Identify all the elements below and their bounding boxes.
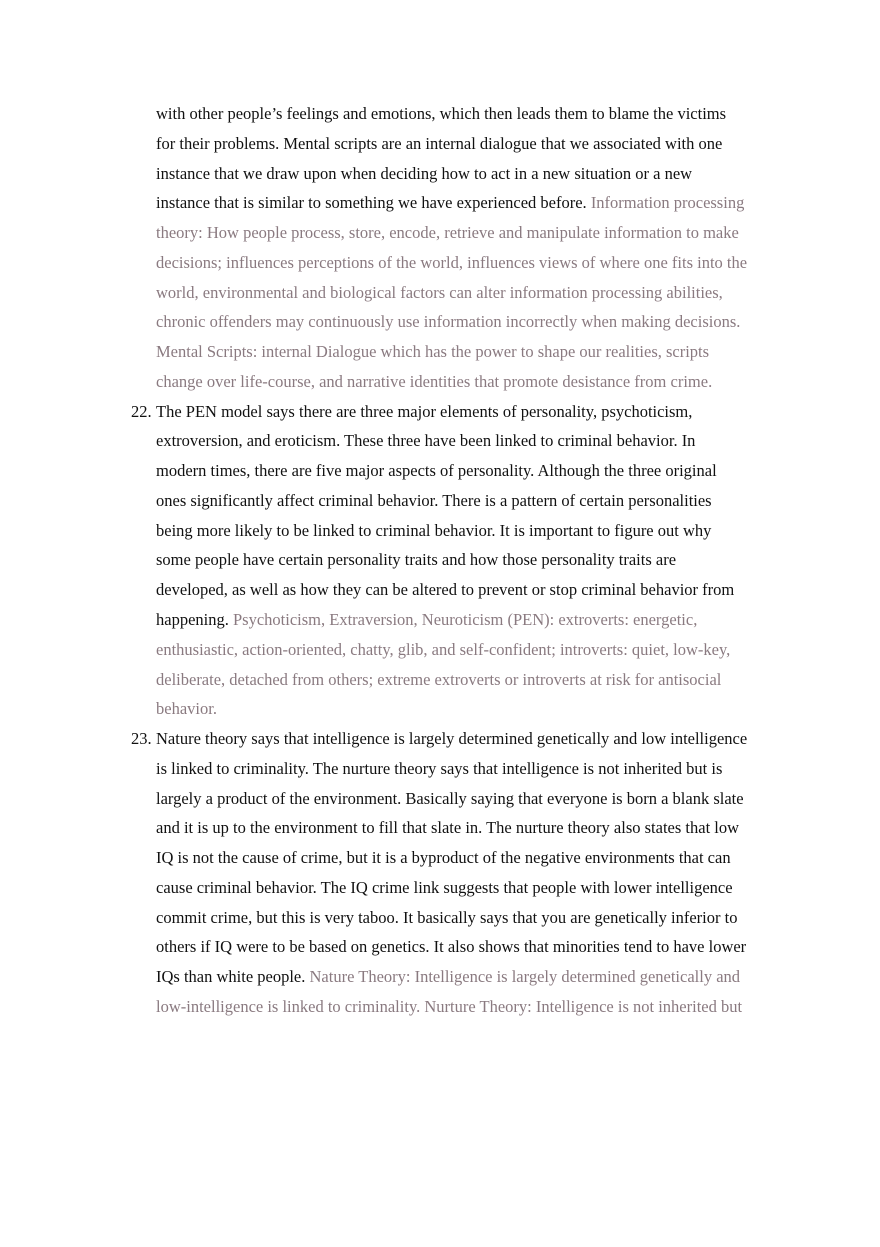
text-line [156, 605, 880, 635]
text-line [156, 813, 880, 843]
body-text: and it is up to the environment to fill that slate in. The nurture theory also states that low [156, 818, 740, 838]
annotation-text: enthusiastic, action-oriented, chatty, glib, and self-confident; introverts: quiet, low-key, [156, 639, 731, 659]
text-line [156, 486, 880, 516]
text-line [156, 545, 880, 575]
body-text: happening. [156, 610, 233, 630]
annotation-text: world, environmental and biological factors can alter information processing abilities, [156, 282, 723, 302]
text-line [156, 248, 880, 278]
list-item [0, 724, 880, 1022]
text-line [156, 367, 880, 397]
text-line [156, 932, 880, 962]
annotation-text: chronic offenders may continuously use information incorrectly when making decisions. [156, 312, 741, 332]
text-line [156, 992, 880, 1022]
annotation-text: low-intelligence is linked to criminality. Nurture Theory: Intelligence is not inherited but [156, 996, 743, 1016]
text-line [156, 784, 880, 814]
text-line [156, 516, 880, 546]
body-text: IQs than white people. [156, 967, 310, 987]
body-text: instance that is similar to something we have experienced before. [156, 193, 591, 213]
annotation-text: deliberate, detached from others; extreme extroverts or introverts at risk for antisocial [156, 669, 722, 689]
body-text: cause criminal behavior. The IQ crime link suggests that people with lower intelligence [156, 877, 733, 897]
text-line [156, 843, 880, 873]
body-text: some people have certain personality traits and how those personality traits are [156, 550, 677, 570]
body-text: being more likely to be linked to criminal behavior. It is important to figure out why [156, 520, 712, 540]
body-text: Nature theory says that intelligence is largely determined genetically and low intelligence [156, 729, 748, 749]
text-line [156, 635, 880, 665]
body-text: extroversion, and eroticism. These three have been linked to criminal behavior. In [156, 431, 696, 451]
annotation-text: behavior. [156, 699, 217, 719]
body-text: largely a product of the environment. Basically saying that everyone is born a blank slate [156, 788, 744, 808]
text-line [156, 456, 880, 486]
text-line [156, 99, 880, 129]
body-text: is linked to criminality. The nurture theory says that intelligence is not inherited but is [156, 758, 723, 778]
text-line [156, 754, 880, 784]
list-number: 23. [131, 729, 152, 749]
text-line [156, 724, 880, 754]
annotation-text: change over life-course, and narrative identities that promote desistance from crime. [156, 371, 713, 391]
body-text: IQ is not the cause of crime, but it is a byproduct of the negative environments that can [156, 848, 731, 868]
annotation-text: Information processing [590, 193, 745, 213]
body-text: commit crime, but this is very taboo. It basically says that you are genetically inferior to [156, 907, 738, 927]
annotation-text: decisions; influences perceptions of the world, influences views of where one fits into the [156, 252, 748, 272]
text-line [156, 962, 880, 992]
body-text: for their problems. Mental scripts are an internal dialogue that we associated with one [156, 133, 723, 153]
annotation-text: Nature Theory: Intelligence is largely determined genetically and [309, 967, 741, 987]
body-text: The PEN model says there are three major elements of personality, psychoticism, [156, 401, 693, 421]
body-text: others if IQ were to be based on genetics. It also shows that minorities tend to have lower [156, 937, 747, 957]
text-line [156, 129, 880, 159]
body-text: modern times, there are five major aspects of personality. Although the three original [156, 461, 717, 481]
text-line [156, 159, 880, 189]
document-page [0, 99, 880, 1022]
text-line [156, 307, 880, 337]
text-line [156, 575, 880, 605]
text-line [156, 426, 880, 456]
text-line [156, 337, 880, 367]
paragraph-continuation [0, 99, 880, 397]
list-item [0, 397, 880, 724]
annotation-text: Psychoticism, Extraversion, Neuroticism (PEN): extroverts: energetic, [232, 610, 698, 630]
text-line [156, 665, 880, 695]
text-line [156, 218, 880, 248]
text-line [156, 694, 880, 724]
body-text: developed, as well as how they can be altered to prevent or stop criminal behavior from [156, 580, 735, 600]
text-line [156, 188, 880, 218]
text-line [156, 873, 880, 903]
body-text: instance that we draw upon when deciding how to act in a new situation or a new [156, 163, 693, 183]
body-text: ones significantly affect criminal behavior. There is a pattern of certain personalities [156, 490, 712, 510]
text-line [156, 278, 880, 308]
body-text: with other people’s feelings and emotions, which then leads them to blame the victims [156, 104, 727, 123]
list-number: 22. [131, 401, 152, 421]
annotation-text: Mental Scripts: internal Dialogue which has the power to shape our realities, scripts [156, 342, 710, 362]
text-line [156, 397, 880, 427]
annotation-text: theory: How people process, store, encode, retrieve and manipulate information to make [156, 223, 739, 243]
text-line [156, 903, 880, 933]
